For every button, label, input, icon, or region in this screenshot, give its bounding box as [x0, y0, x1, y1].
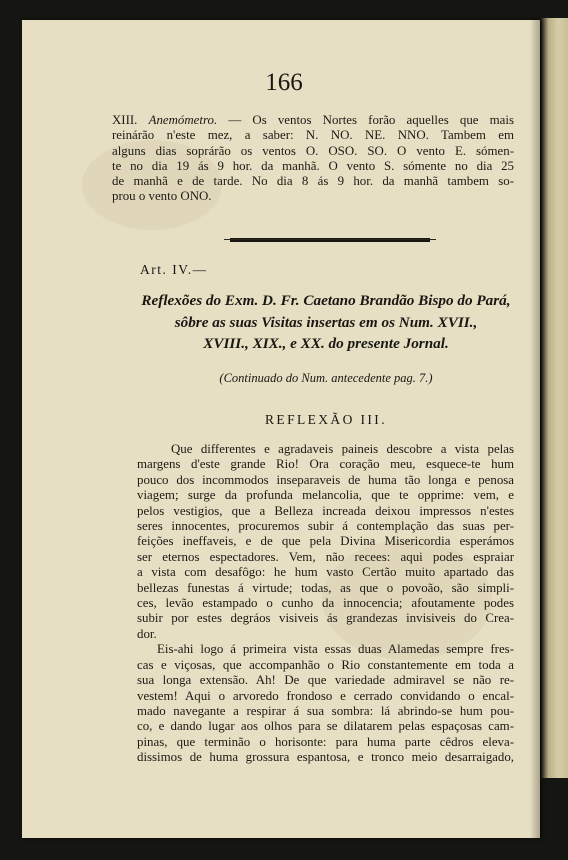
text-line: de manhã e de tarde. No dia 8 ás 9 hor. da manhã tambem so- — [112, 174, 514, 189]
text-line: a vista com desafôgo: he hum vasto Certão muito apartado das — [137, 565, 514, 580]
text-line: mado navegante a respirar á sua sombra: lá abrindo-se hum pou- — [137, 703, 514, 718]
text-line — [112, 113, 514, 128]
text-line: dor. — [137, 626, 157, 641]
text-line: margens d'este grande Rio! Ora coração meu, esquece-te hum — [137, 457, 514, 472]
text-line: pouco dos incommodos inseparaveis de huma tão longa e penosa — [137, 472, 514, 487]
section-heading: REFLEXÃO III. — [265, 412, 387, 427]
text-line: subir por estes degráos visiveis ás grandezas invisiveis do Crea- — [137, 611, 514, 626]
section-divider — [230, 238, 430, 242]
title-line: XVIII., XIX., e XX. do presente Jornal. — [203, 335, 449, 352]
body-text — [137, 442, 514, 766]
page-number: 166 — [265, 69, 303, 96]
text-line: Que differentes e agradaveis paineis descobre a vista pelas — [171, 442, 514, 456]
text-line: alguns dias soprárão os ventos O. OSO. SO. O vento E. sómen- — [112, 143, 514, 158]
section-number: XIII. — [112, 113, 138, 127]
text-line: sua longa extensão. Ah! De que variedade admiravel se não re- — [137, 673, 514, 688]
article-subtitle: (Continuado do Num. antecedente pag. 7.) — [219, 371, 433, 385]
text-line: feições ineffaveis, e de que pela Divina Misericordia esperámos — [137, 534, 514, 549]
text-line: ces, levão estampado o cunho da innocencia; afoutamente podes — [137, 596, 514, 611]
text-line: co, e dando lugar aos olhos para se dilatarem pelas espaçosas cam- — [137, 719, 514, 734]
text-line: bellezas funestas á virtude; todas, as que o povoão, são simpli- — [137, 580, 514, 595]
section-xiii — [112, 113, 514, 205]
text-line: viagem; surge da profunda melancolia, que te opprime: vem, e — [137, 488, 514, 503]
text-fragment: — Os ventos Nortes forão aquelles que mais — [228, 113, 514, 127]
title-line: sôbre as suas Visitas insertas em os Num. XVII., — [174, 313, 478, 331]
article-label: Art. IV.— — [140, 262, 208, 277]
text-line: reinárão n'este mez, a saber: N. NO. NE. NNO. Tambem em — [112, 128, 514, 143]
section-label: Anemómetro. — [148, 113, 218, 127]
text-line: seres innocentes, procuremos subir á contemplação das suas per- — [137, 519, 514, 534]
title-line: Reflexões do Exm. D. Fr. Caetano Brandão Bispo do Pará, — [141, 292, 511, 309]
text-line: Eis-ahi logo á primeira vista essas duas Alamedas sempre fres- — [157, 642, 514, 657]
article-title — [136, 290, 516, 355]
next-page-edge — [541, 18, 568, 778]
text-line: prou o vento ONO. — [112, 189, 212, 204]
text-line: vestem! Aqui o arvoredo frondoso e cerrado convidando o encal- — [137, 688, 514, 703]
text-line: pelos vestigios, que a Belleza increada deixou impressos n'estes — [137, 503, 514, 518]
text-line: dissimos de huma grossura espantosa, e tronco meio desarraigado, — [137, 750, 514, 765]
text-line: te no dia 19 ás 9 hor. da manhã. O vento S. sómente no dia 25 — [112, 158, 514, 173]
text-line: pinas, que terminão o horisonte: para huma parte cêdros eleva- — [137, 734, 514, 749]
text-line: ser eternos espectadores. Vem, não recees: aqui podes espraiar — [137, 549, 514, 564]
text-line: cas e viçosas, que accompanhão o Rio constantemente em toda a — [137, 657, 514, 672]
